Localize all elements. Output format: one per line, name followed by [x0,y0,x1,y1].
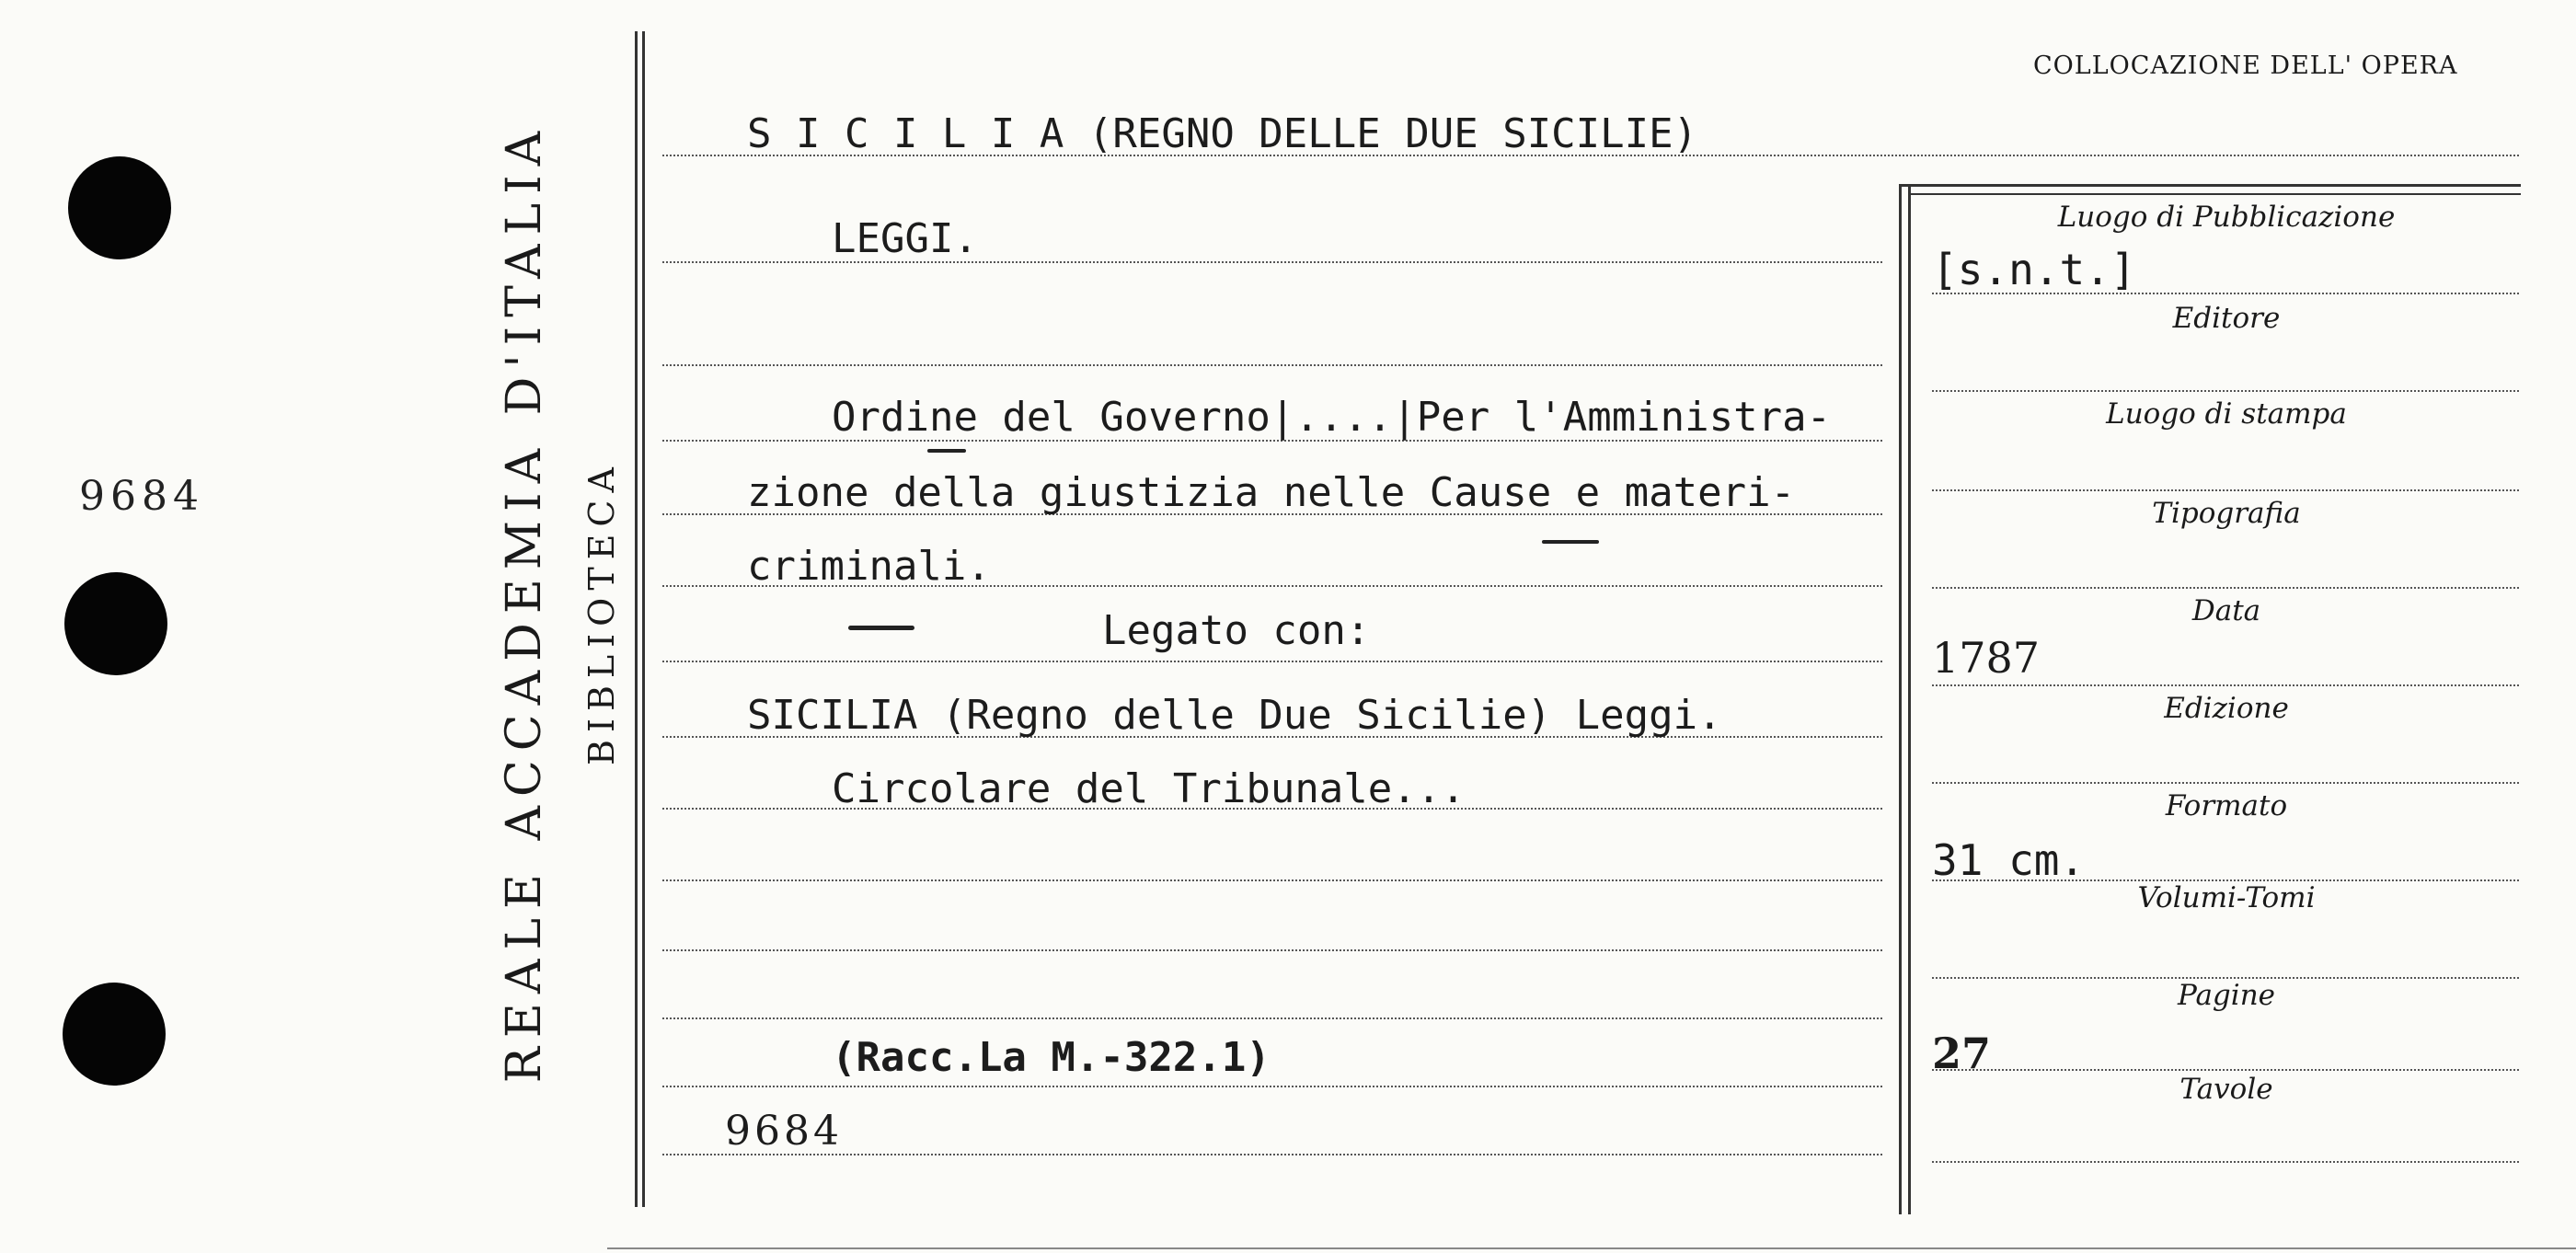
left-double-rule-a [635,31,638,1207]
pagine-value: 27 [1932,1029,1992,1078]
dotted-line [1932,1069,2519,1071]
entry-subheading: LEGGI. [832,215,978,262]
collection-reference: (Racc.La M.-322.1) [832,1034,1271,1081]
dotted-line [1932,684,2519,686]
formato-label: Formato [2165,789,2288,822]
dotted-line [1932,489,2519,491]
pagine-label: Pagine [2177,979,2276,1012]
bound-with-line-1: SICILIA (Regno delle Due Sicilie) Leggi. [747,692,1722,739]
tipografia-label: Tipografia [2152,497,2301,530]
edizione-label: Edizione [2164,692,2289,725]
tavole-label: Tavole [2179,1073,2273,1106]
dotted-line [662,879,1882,881]
dotted-line [662,1017,1882,1019]
punch-hole-top [68,156,171,259]
inventory-number: 9684 [725,1108,843,1155]
right-box-rule-a [1899,184,1902,1214]
entry-title-line-3: criminali. [747,543,991,590]
entry-title-line-2: zione della giustizia nelle Cause e materi- [747,469,1796,516]
luogo-pubblicazione-label: Luogo di Pubblicazione [2057,201,2396,234]
entry-heading: S I C I L I A (REGNO DELLE DUE SICILIE) [747,110,1698,157]
bound-with-line-2: Circolare del Tribunale... [832,765,1466,812]
data-label: Data [2191,594,2261,627]
volumi-tomi-label: Volumi-Tomi [2137,881,2316,914]
dotted-line [662,949,1882,951]
dotted-line [1932,1161,2519,1163]
right-box-rule-b [1908,184,1911,1214]
shelf-number: 9684 [79,473,204,520]
right-box-top-rule-b [1908,193,2521,195]
dotted-line [662,1086,1882,1087]
dotted-line [1932,782,2519,784]
institution-name: REALE ACCADEMIA D'ITALIA [497,121,552,1084]
dotted-line [1932,390,2519,392]
dotted-line [662,364,1882,366]
editore-label: Editore [2172,302,2281,335]
data-value: 1787 [1932,633,2041,683]
collocazione-label: COLLOCAZIONE DELL' OPERA [2033,52,2458,80]
pen-mark [1542,540,1599,544]
pen-mark [927,449,966,453]
punch-hole-middle [64,572,167,675]
dotted-line [662,661,1882,662]
right-box-top-rule-a [1899,184,2521,187]
dotted-line [662,1154,1882,1155]
pen-mark [848,626,914,630]
department-name: BIBLIOTECA [581,460,622,765]
luogo-pubblicazione-value: [s.n.t.] [1932,245,2136,294]
bottom-edge-rule [607,1247,2576,1249]
formato-value: 31 cm. [1932,835,2086,885]
punch-hole-bottom [63,983,166,1086]
dotted-line [1932,587,2519,589]
bound-with-label: Legato con: [1102,607,1371,654]
entry-title-line-1: Ordine del Governo|....|Per l'Amministra- [832,394,1832,441]
luogo-stampa-label: Luogo di stampa [2106,397,2347,431]
left-double-rule-b [642,31,645,1207]
